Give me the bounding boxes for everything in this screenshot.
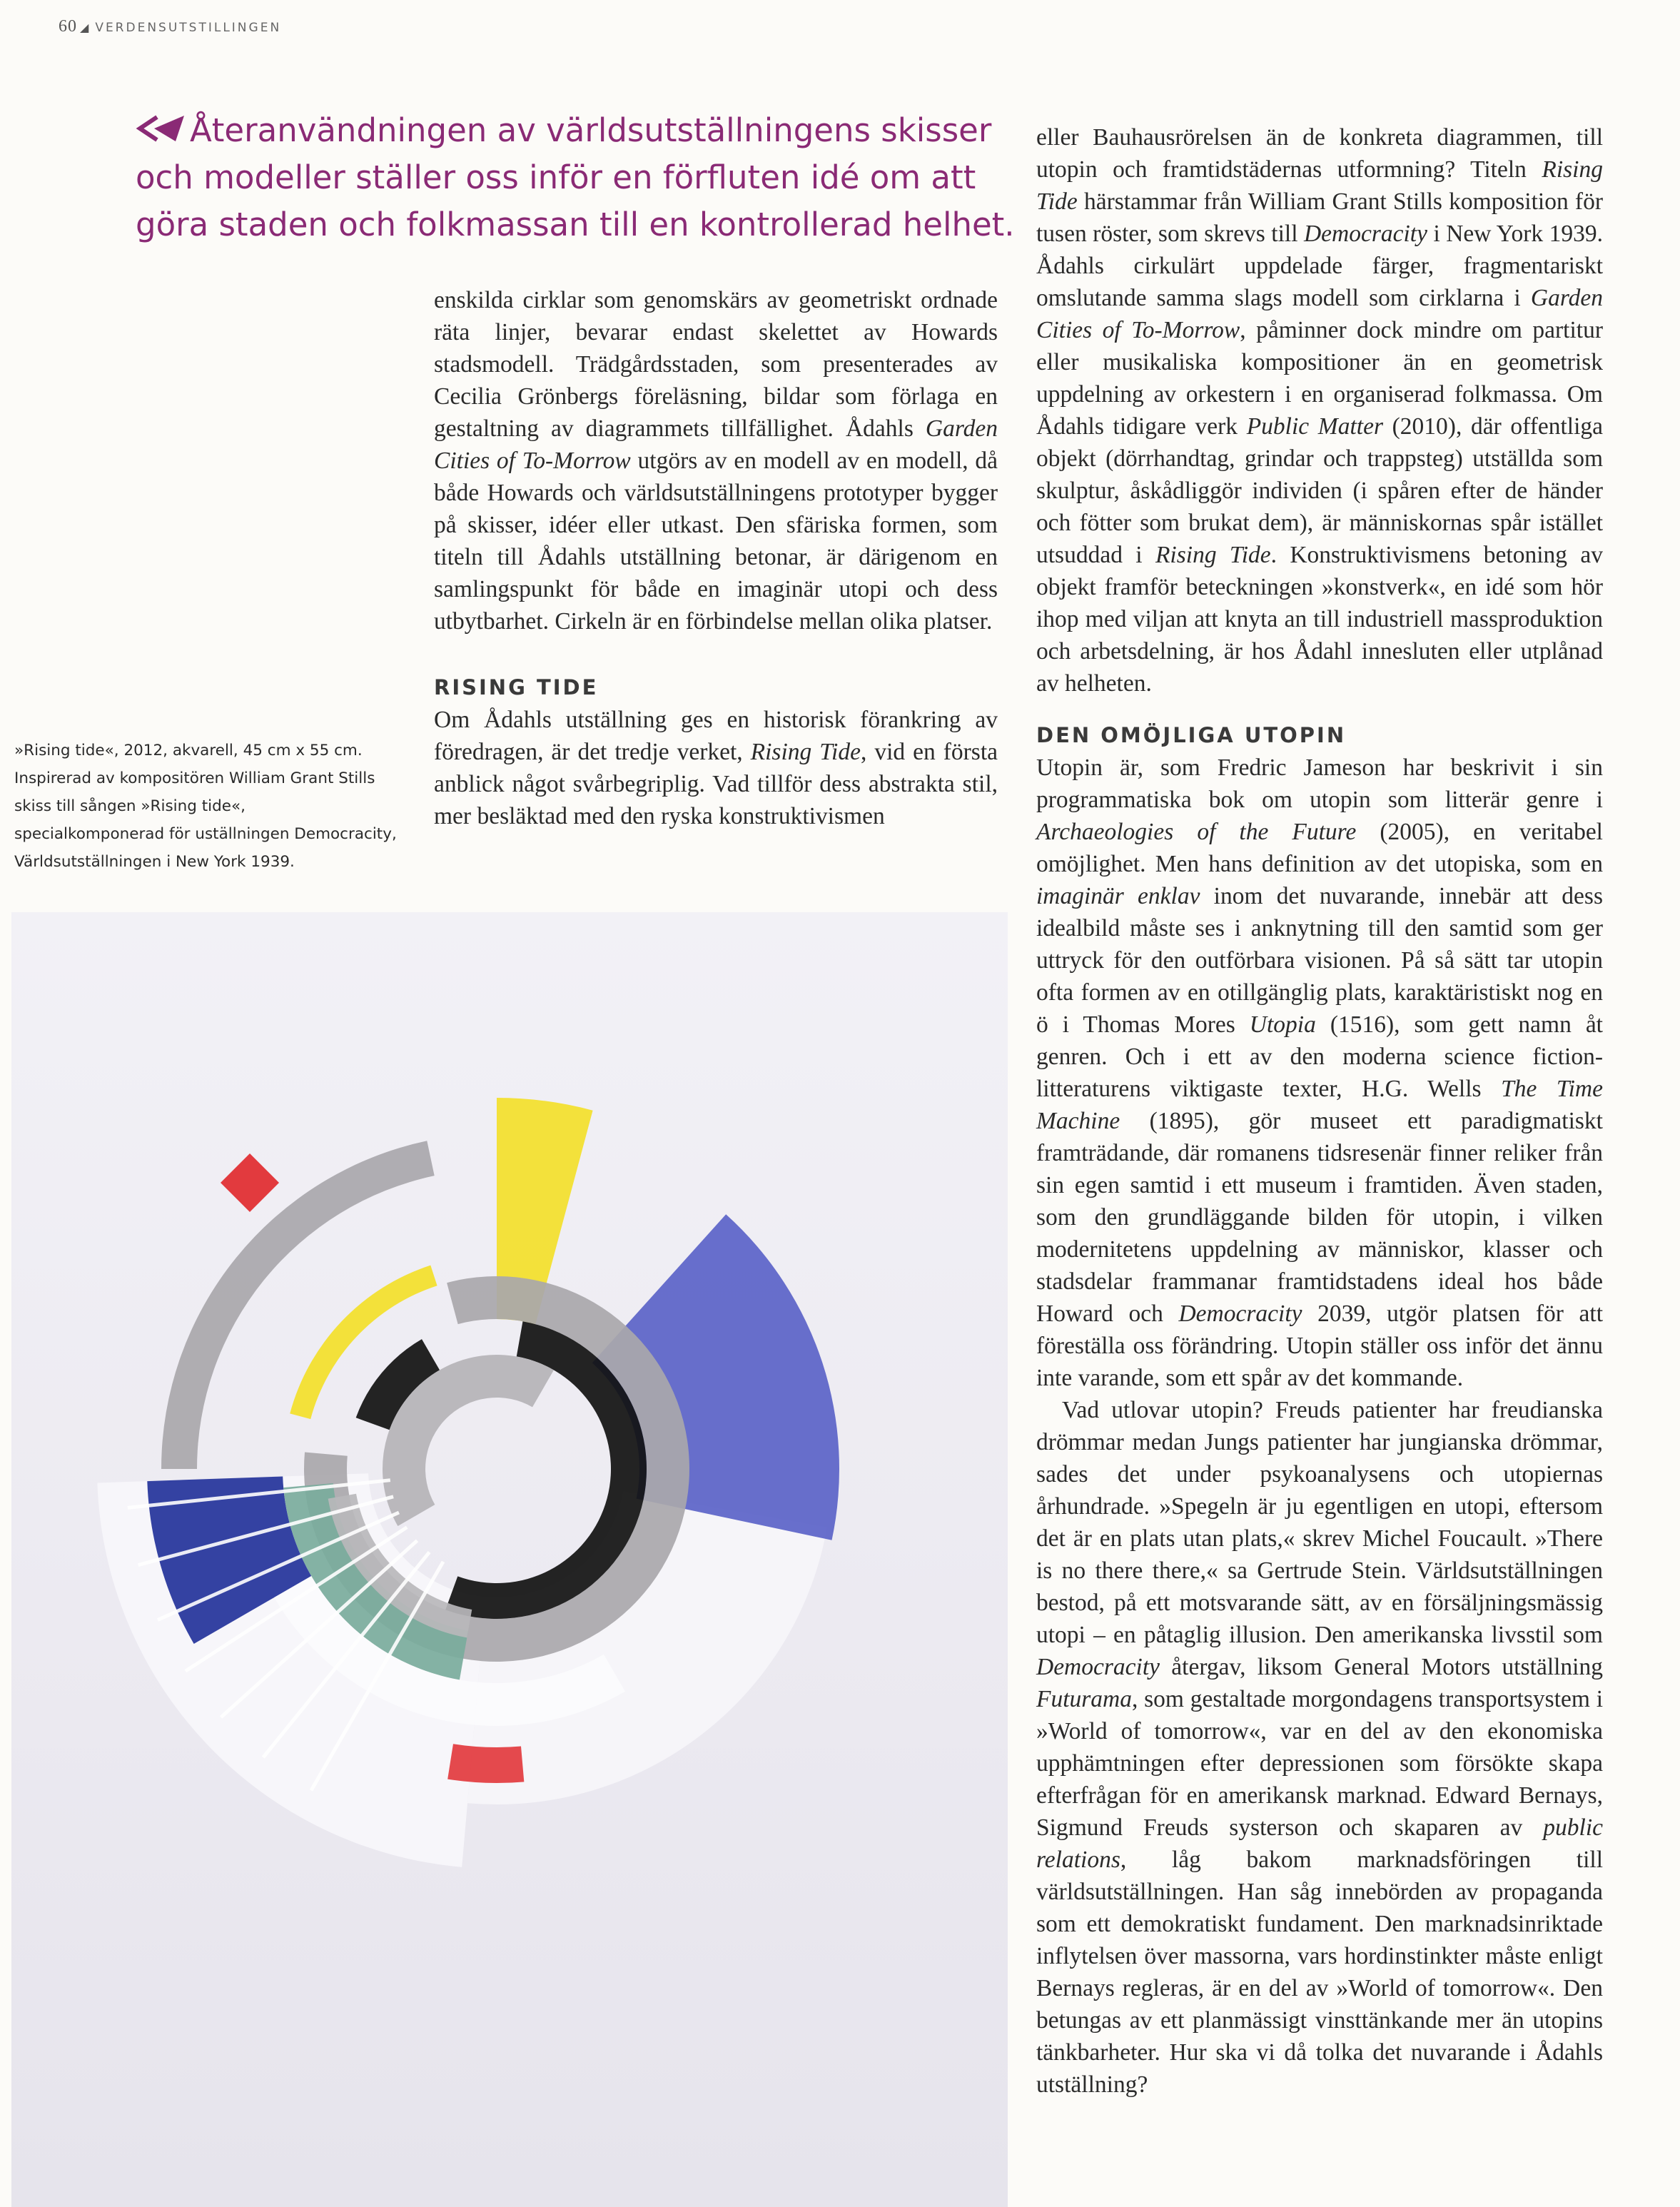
paragraph: Utopin är, som Fredric Jameson har beskrivit i sin programmatiska bok om utopin som litterär genre i Archaeologies of the Future (2005), en veritabel omöjlighet. Men hans definition av det utopiska, som en imaginär enklav inom det nuvarande, innebär att dess idealbild måste ses i anknytning till den samtid som ger uttryck för den outförbara visionen. På så sätt tar utopin ofta formen av en otillgänglig plats, karaktäristiskt nog en ö i Thomas Mores Utopia (1516), som gett namn åt genren. Och i ett av den moderna science fiction-litteraturens viktigaste texter, H.G. Wells The Time Machine (1895), gör museet ett paradigmatiskt framträdande, där romanens tidsresenär finner reliker från sin egen samtid i ett museum i framtiden. Även staden, som den grundläggande bilden för utopin, i vilken modernitetens uppdelning av människor, klasser och stadsdelar frammanar framtidstadens ideal hos både Howard och Democracity 2039, utgör platsen för att föreställa oss förändring. Utopin ställer oss inför det ännu inte varande, som ett spår av det kommande. [1036, 754, 1604, 1391]
paragraph: enskilda cirklar som genomskärs av geometriskt ordnade räta linjer, bevarar endast skelettet av Howards stadsmodell. Trädgårdsstaden, som presenterades av Cecilia Grönbergs föreläsning, bildar som förlaga en gestaltning av diagrammets tillfällighet. Ådahls Garden Cities of To-Morrow utgörs av en modell av en modell, då både Howards och världsutställningens prototyper bygger på skisser, idéer eller utkast. Den sfäriska formen, som titeln till Ådahls utställning betonar, är därigenom en samlingspunkt för både en imaginär utopi och dess utbytbarhet. Cirkeln är en förbindelse mellan olika platser. [434, 287, 998, 635]
artwork-rising-tide [11, 912, 1008, 2207]
text-column-right [1036, 121, 1603, 2101]
pull-quote-text: Återanvändningen av världsutställningens skisser och modeller ställer oss inför en förfluten idé om att göra staden och folkmassan till en kontrollerad helhet. [136, 111, 1015, 243]
triangle-icon: ◢ [80, 21, 91, 34]
paragraph: eller Bauhausrörelsen än de konkreta diagrammen, till utopin och framtidstädernas utformning? Titeln Rising Tide härstammar från William Grant Stills komposition för tusen röster, som skrevs till Democracity i New York 1939. Ådahls cirkulärt uppdelade färger, fragmentariskt omslutande samma slags modell som cirklarna i Garden Cities of To-Morrow, påminner dock mindre om partitur eller musikaliska kompositioner än en geometrisk uppdelning av orkestern i en organiserad folkmassa. Om Ådahls tidigare verk Public Matter (2010), där offentliga objekt (dörrhandtag, grindar och trappsteg) utställda som skulptur, åskådliggör individen (i spåren efter de händer och fötter som brukat dem), är människornas spår istället utsuddad i Rising Tide. Konstruktivismens betoning av objekt framför beteckningen »konstverk«, en idé som hör ihop med viljan att knyta an till industriell massproduktion och arbetsdelning, är hos Ådahl innesluten eller utplånad av helheten. [1036, 124, 1604, 697]
artwork-svg [11, 912, 1008, 2207]
pull-quote [136, 107, 1035, 248]
red-lower-arc [447, 1744, 524, 1783]
paragraph: Vad utlovar utopin? Freuds patienter har freudianska drömmar medan Jungs patienter har jungianska drömmar, sades det under psykoanalysens och utopiernas århundrade. »Spegeln är ju egentligen en utopi, eftersom det är en plats utan plats,« skrev Michel Foucault. »There is no there there,« sa Gertrude Stein. Världsutställningen bestod, på ett motsvarande sätt, av en försäljningsmässig utopi – en påtaglig illusion. Den amerikanska livsstil som Democracity återgav, liksom General Motors utställning Futurama, som gestaltade morgondagens transportsystem i »World of tomorrow«, var en del av den ekonomiska upphämtningen efter depressionen som försökte skapa efterfrågan för en amerikansk marknad. Edward Bernays, Sigmund Freuds systerson och skaparen av public relations, låg bakom marknadsföringen till världsutställningen. Han såg innebörden av propaganda som ett demokratiskt fundament. Den marknadsinriktade inflytelsen över massorna, vars hordinstinkter måste enligt Bernays regleras, är en del av »World of tomorrow«. Den betungas av ett planmässigt vinsttänkande mer än utopins tänkbarheter. Hur ska vi då tolka det nuvarande i Ådahls utställning? [1036, 1397, 1603, 2098]
running-header [59, 17, 281, 36]
red-square [221, 1153, 279, 1212]
double-chevron-icon [136, 113, 186, 144]
subheading-rising-tide: RISING TIDE [434, 675, 599, 700]
image-caption: »Rising tide«, 2012, akvarell, 45 cm x 55 cm. Inspirerad av kompositören William Grant Stills skiss till sången »Rising tide«, specialkomponerad för uställningen Democracity, Världsutställningen i New York 1939. [14, 742, 397, 871]
section-title: VERDENSUTSTILLINGEN [95, 21, 282, 35]
subheading-den-omojliga-utopin: DEN OMÖJLIGA UTOPIN [1036, 723, 1347, 747]
page-number: 60 [59, 17, 77, 36]
paragraph: Om Ådahls utställning ges en historisk förankring av föredragen, är det tredje verket, Rising Tide, vid en första anblick något svårbegriplig. Vad tillför dess abstrakta stil, mer besläktad med den ryska konstruktivismen [434, 707, 998, 829]
text-column-middle [434, 284, 998, 832]
